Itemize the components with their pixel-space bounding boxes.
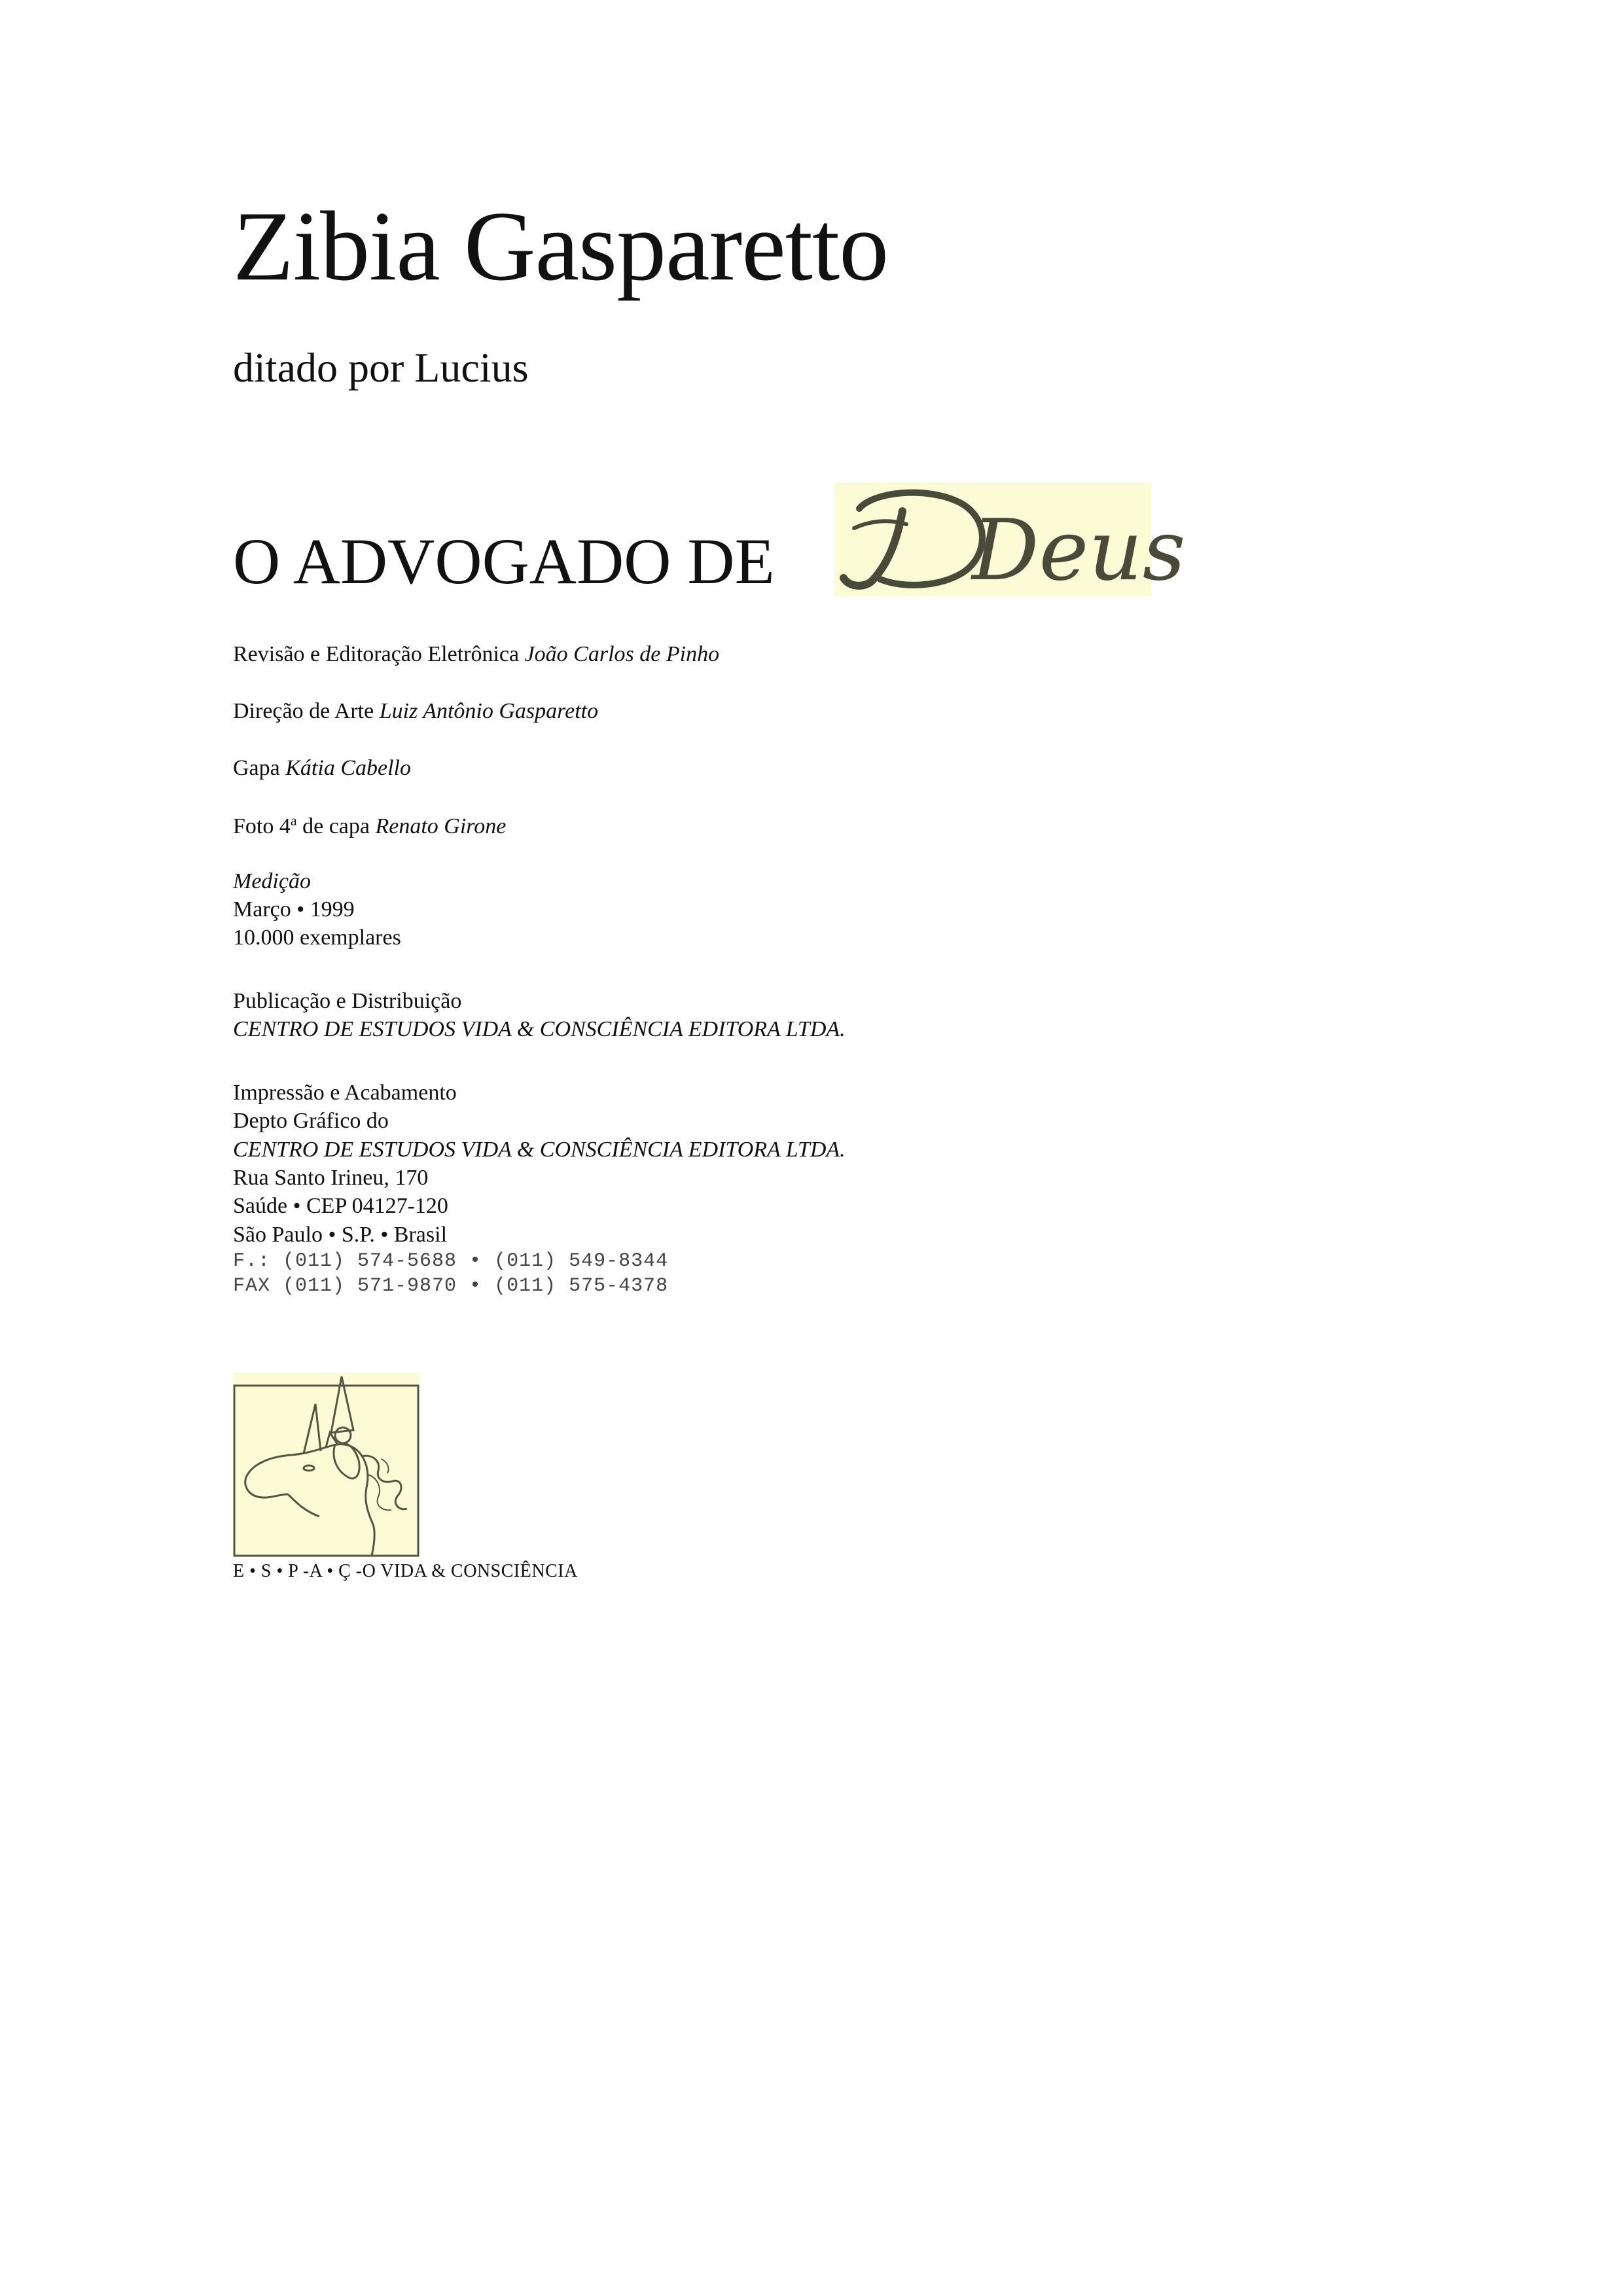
edition-label-text: Medição [233, 869, 311, 893]
credit-foto-label-b: de capa [302, 814, 370, 838]
book-title: O ADVOGADO DE [233, 525, 775, 598]
dictated-by: ditado por Lucius [233, 344, 529, 391]
credit-arte-name: Luiz Antônio Gasparetto [379, 699, 599, 723]
publication-company-text: CENTRO DE ESTUDOS VIDA & CONSCIÊNCIA EDITORA LTDA. [233, 1017, 846, 1041]
printing-company [233, 1139, 846, 1161]
publisher-emblem [233, 1372, 419, 1557]
deus-logo [834, 482, 1186, 600]
credit-revisao-label: Revisão e Editoração Eletrônica [233, 642, 520, 666]
printing-label: Impressão e Acabamento [233, 1081, 457, 1105]
credit-arte-label: Direção de Arte [233, 699, 374, 723]
unicorn-rider-icon [233, 1372, 419, 1557]
printing-district: Saúde • CEP 04127-120 [233, 1194, 448, 1218]
credit-foto-sup: a [290, 812, 297, 829]
printing-city: São Paulo • S.P. • Brasil [233, 1223, 448, 1247]
credit-foto-label: Foto 4 [233, 814, 291, 838]
credit-arte [233, 700, 598, 723]
deus-word: Deus [972, 502, 1186, 600]
printing-dept: Depto Gráfico do [233, 1109, 389, 1133]
printing-fax: FAX (011) 571-9870 • (011) 575-4378 [233, 1275, 669, 1297]
credit-capa [233, 757, 411, 780]
edition-date: Março • 1999 [233, 897, 355, 922]
imprint-text: E • S • P -A • Ç -O VIDA & CONSCIÊNCIA [233, 1561, 578, 1581]
printing-street: Rua Santo Irineu, 170 [233, 1166, 429, 1190]
edition-copies: 10.000 exemplares [233, 925, 401, 950]
credit-foto [233, 814, 506, 838]
credit-foto-name: Renato Girone [375, 814, 507, 838]
credit-revisao [233, 643, 719, 666]
printing-company-text: CENTRO DE ESTUDOS VIDA & CONSCIÊNCIA EDITORA LTDA. [233, 1138, 846, 1162]
credit-capa-name: Kátia Cabello [285, 756, 411, 780]
deus-script-icon [834, 482, 1186, 600]
credit-capa-label: Gapa [233, 756, 280, 780]
credit-revisao-name: João Carlos de Pinho [524, 642, 720, 666]
publication-label: Publicação e Distribuição [233, 989, 462, 1013]
publication-company [233, 1018, 846, 1041]
edition-label [233, 870, 311, 893]
printing-phone: F.: (011) 574-5688 • (011) 549-8344 [233, 1250, 669, 1272]
author-name: Zibia Gasparetto [233, 191, 889, 301]
